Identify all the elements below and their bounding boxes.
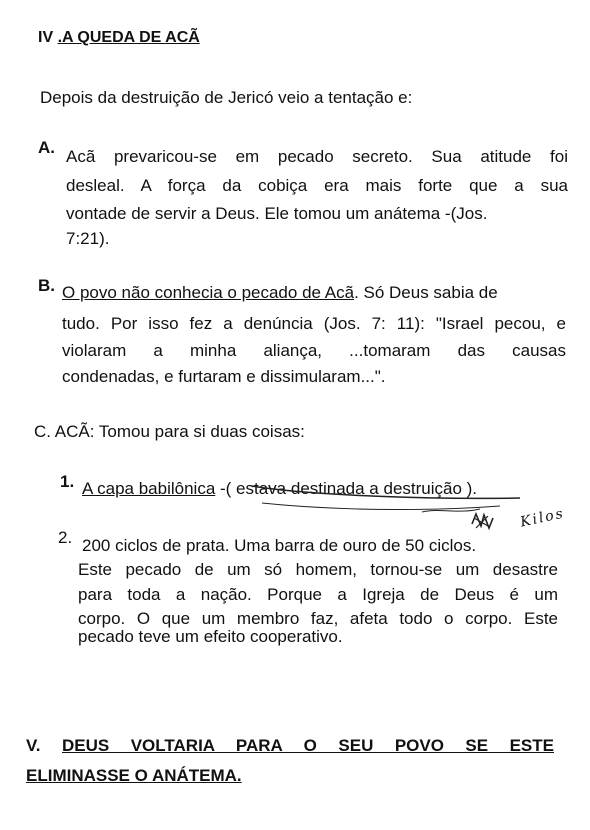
section-iv-title: .A QUEDA DE ACÃ <box>57 29 200 46</box>
sub-item-1-marker: 1. <box>60 472 75 491</box>
sub-item-2-marker: 2. <box>58 528 73 547</box>
item-c-marker: C. <box>34 422 51 441</box>
item-a-marker: A. <box>38 138 55 157</box>
item-a-line: 7:21). <box>66 229 110 248</box>
item-b-marker: B. <box>38 276 55 295</box>
item-b-line1-rest: . Só Deus sabia de <box>354 283 498 302</box>
section-iv-numeral: IV <box>38 29 54 46</box>
section-v-line-1 <box>26 736 554 756</box>
sub-item-2-line: pecado teve um efeito cooperativo. <box>78 627 343 646</box>
item-a-line: Acã prevaricou-se em pecado secreto. Sua atitude foi <box>66 147 568 166</box>
item-c-text: ACÃ: Tomou para si duas coisas: <box>54 422 305 441</box>
item-b-line: condenadas, e furtaram e dissimularam...". <box>62 367 386 386</box>
section-v-title-line-2: ELIMINASSE O ANÁTEMA. <box>26 766 242 785</box>
item-b-line: violaram a minha aliança, ...tomaram das causas <box>62 341 566 360</box>
sub-item-2-line: 200 ciclos de prata. Uma barra de ouro de 50 ciclos. <box>82 536 477 555</box>
handwritten-note: Kilos <box>518 505 567 531</box>
section-v-title-line-1: DEUS VOLTARIA PARA O SEU POVO SE ESTE <box>62 736 554 755</box>
item-b-line: tudo. Por isso fez a denúncia (Jos. 7: 11): "Israel pecou, e <box>62 314 566 333</box>
sub-item-1-underlined: A capa babilônica <box>82 479 216 498</box>
sub-item-2-line: Este pecado de um só homem, tornou-se um desastre <box>78 560 558 579</box>
section-v-numeral: V. <box>26 736 41 755</box>
item-a-line: desleal. A força da cobiça era mais forte que a sua <box>66 176 568 195</box>
sub-item-2-line: corpo. O que um membro faz, afeta todo o corpo. Este <box>78 609 558 628</box>
item-a-line: vontade de servir a Deus. Ele tomou um anátema -(Jos. <box>66 204 488 223</box>
item-b-underlined: O povo não conhecia o pecado de Acã <box>62 283 355 302</box>
sub-item-2-line: para toda a nação. Porque a Igreja de Deus é um <box>78 585 558 604</box>
sub-item-1-rest: -( estava destinada a destruição ). <box>215 479 478 498</box>
section-iv-intro: Depois da destruição de Jericó veio a tentação e: <box>40 88 413 107</box>
